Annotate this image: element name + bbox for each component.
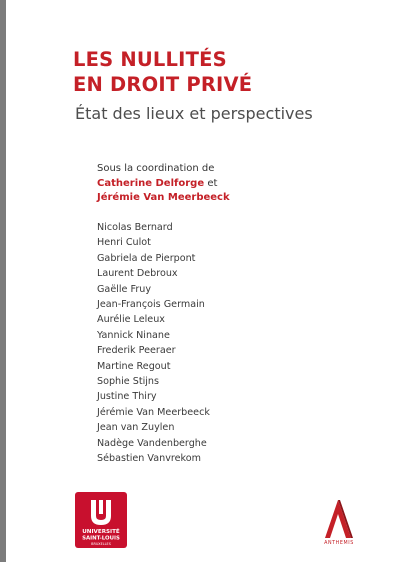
author-name: Jérémie Van Meerbeeck xyxy=(97,406,210,418)
anthemis-a-icon xyxy=(318,498,358,540)
author-name: Gabriela de Pierpont xyxy=(97,252,196,264)
publisher-name: ANTHEMIS xyxy=(324,541,354,546)
university-logo-line-1: UNIVERSITÉ xyxy=(82,529,120,535)
university-logo-line-3: BRUXELLES xyxy=(91,542,111,546)
author-name: Sébastien Vanvrekom xyxy=(97,453,201,465)
author-name: Yannick Ninane xyxy=(97,329,170,341)
author-name: Frederik Peeraer xyxy=(97,345,176,357)
author-name: Sophie Stijns xyxy=(97,376,160,388)
editor-name: Catherine Delforge xyxy=(97,177,205,189)
book-title-line-2: EN DROIT PRIVÉ xyxy=(73,73,253,96)
book-subtitle: État des lieux et perspectives xyxy=(75,104,313,123)
author-name: Gaëlle Fruy xyxy=(97,283,152,295)
author-name: Justine Thiry xyxy=(97,391,157,403)
coordination-editor-line-2 xyxy=(97,191,230,206)
editor-conjunction: et xyxy=(207,177,218,189)
editor-name: Jérémie Van Meerbeeck xyxy=(97,192,230,203)
coordination-block xyxy=(97,162,230,206)
author-name: Jean van Zuylen xyxy=(97,422,175,434)
author-name: Nadège Vandenberghe xyxy=(97,437,207,449)
author-name: Henri Culot xyxy=(97,237,151,249)
author-name: Nicolas Bernard xyxy=(97,222,173,233)
university-logo xyxy=(75,492,127,548)
author-name: Martine Regout xyxy=(97,360,171,372)
university-logo-line-2: SAINT-LOUIS xyxy=(82,535,120,542)
coordination-editor-line-1 xyxy=(97,177,230,192)
university-u-icon xyxy=(75,492,127,548)
author-name: Jean-François Germain xyxy=(97,299,205,311)
book-title-line-1: LES NULLITÉS xyxy=(73,48,227,71)
author-name: Aurélie Leleux xyxy=(97,314,165,326)
book-title xyxy=(73,47,373,97)
cover-spine-bar xyxy=(0,0,6,562)
author-list xyxy=(97,220,210,467)
coordination-lead: Sous la coordination de xyxy=(97,163,215,174)
author-name: Laurent Debroux xyxy=(97,268,178,280)
